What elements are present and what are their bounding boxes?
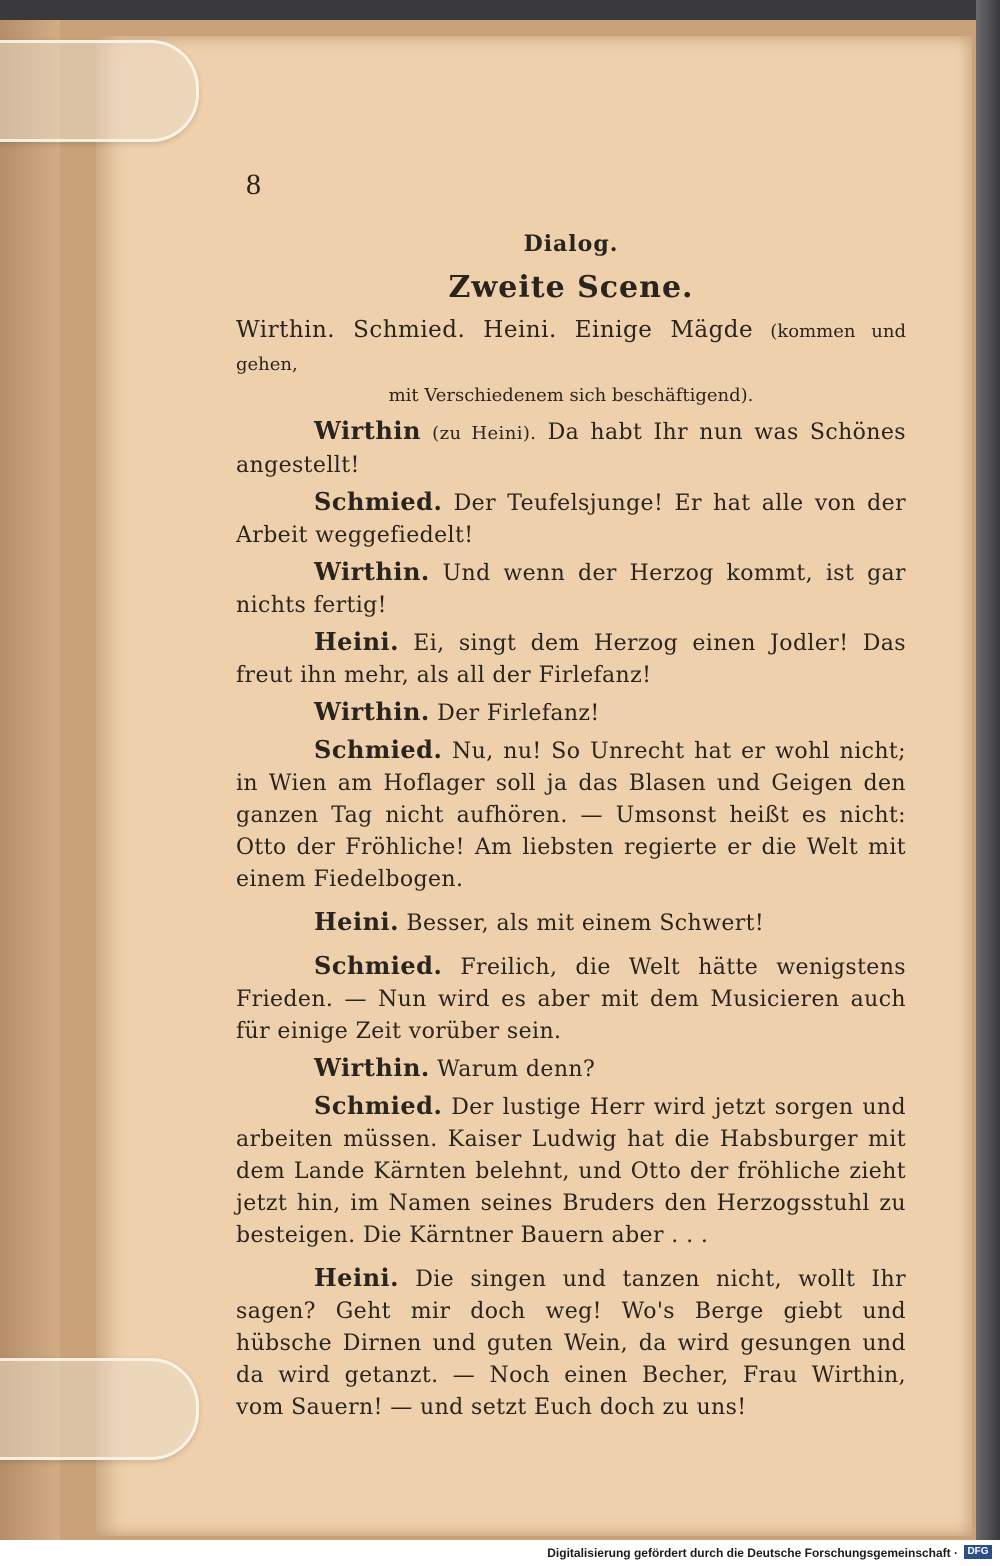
digitization-footer (0, 1540, 1000, 1566)
speaker-name: Schmied. (314, 1091, 443, 1120)
speaker-name: Schmied. (314, 735, 443, 764)
speaker-name: Heini. (314, 1263, 399, 1292)
page-text (236, 228, 906, 1428)
speech-text: Da habt Ihr nun was Schönes angestellt! (236, 420, 906, 478)
speech-text: Die singen und tanzen nicht, wollt Ihr sagen? Geht mir doch weg! Wo's Berge giebt und hübsche Dirnen und guten Wein, da wird gesungen und da wird getanzt. — Noch einen Becher, Frau Wirthin, vom Sauern! — und setzt Euch doch zu uns! (236, 1267, 906, 1420)
speech-text: Der lustige Herr wird jetzt sorgen und arbeiten müssen. Kaiser Ludwig hat die Habsburger mit dem Lande Kärnten belehnt, und Otto der fröhliche zieht jetzt hin, im Namen seines Bruders den Herzogsstuhl zu besteigen. Die Kärntner Bauern aber . . . (236, 1095, 906, 1248)
speech-text: Nu, nu! So Unrecht hat er wohl nicht; in Wien am Hoflager soll ja das Blasen und Geigen den ganzen Tag nicht aufhören. — Umsonst heißt es nicht: Otto der Fröhliche! Am liebsten regierte er die Welt mit einem Fiedelbogen. (236, 739, 906, 892)
stage-direction: (zu Heini). (432, 423, 537, 444)
book-spine-strip (0, 20, 60, 1540)
speech-4 (236, 626, 906, 692)
cast-note-continued: mit Verschiedenem sich beschäftigend). (388, 385, 754, 406)
speech-11 (236, 1262, 906, 1424)
speech-8 (236, 950, 906, 1048)
page-clip-top (0, 40, 199, 142)
speech-text: Der Teufelsjunge! Er hat alle von der Arbeit weggefiedelt! (236, 491, 906, 548)
speech-9 (236, 1052, 906, 1086)
speech-text: Der Firlefanz! (437, 701, 600, 726)
section-heading: Dialog. (523, 231, 619, 257)
speech-text: Warum denn? (437, 1057, 596, 1082)
speaker-name: Schmied. (314, 487, 443, 516)
speech-text: Und wenn der Herzog kommt, ist gar nichts fertig! (236, 561, 906, 618)
page-number: 8 (246, 168, 261, 201)
speaker-name: Schmied. (314, 951, 443, 980)
speaker-name: Wirthin. (314, 557, 430, 586)
speech-7 (236, 906, 906, 940)
book-cover-edge-right (976, 0, 1000, 1540)
speaker-name: Heini. (314, 907, 399, 936)
page-clip-bottom (0, 1358, 199, 1460)
funding-notice: Digitalisierung gefördert durch die Deutsche Forschungsgemeinschaft · (547, 1546, 958, 1560)
speech-3 (236, 556, 906, 622)
speaker-name: Wirthin (314, 416, 421, 445)
scene-heading: Zweite Scene. (448, 270, 694, 305)
cast-note: (kommen und gehen, (236, 321, 907, 375)
speech-5 (236, 696, 906, 730)
cast-names: Wirthin. Schmied. Heini. Einige Mägde (236, 317, 754, 343)
speech-text: Ei, singt dem Herzog einen Jodler! Das freut ihn mehr, als all der Firlefanz! (236, 631, 906, 688)
book-cover-edge-top (0, 0, 1000, 20)
speech-10 (236, 1090, 906, 1252)
speaker-name: Wirthin. (314, 1053, 430, 1082)
speech-text: Freilich, die Welt hätte wenigstens Frieden. — Nun wird es aber mit dem Musicieren auch für einige Zeit vorüber sein. (236, 955, 906, 1044)
speech-1 (236, 415, 906, 482)
speech-2 (236, 486, 906, 552)
speech-text: Besser, als mit einem Schwert! (406, 911, 765, 936)
speaker-name: Wirthin. (314, 697, 430, 726)
speech-6 (236, 734, 906, 896)
speaker-name: Heini. (314, 627, 399, 656)
cast-list (236, 314, 906, 411)
dfg-logo: DFG (964, 1545, 992, 1559)
